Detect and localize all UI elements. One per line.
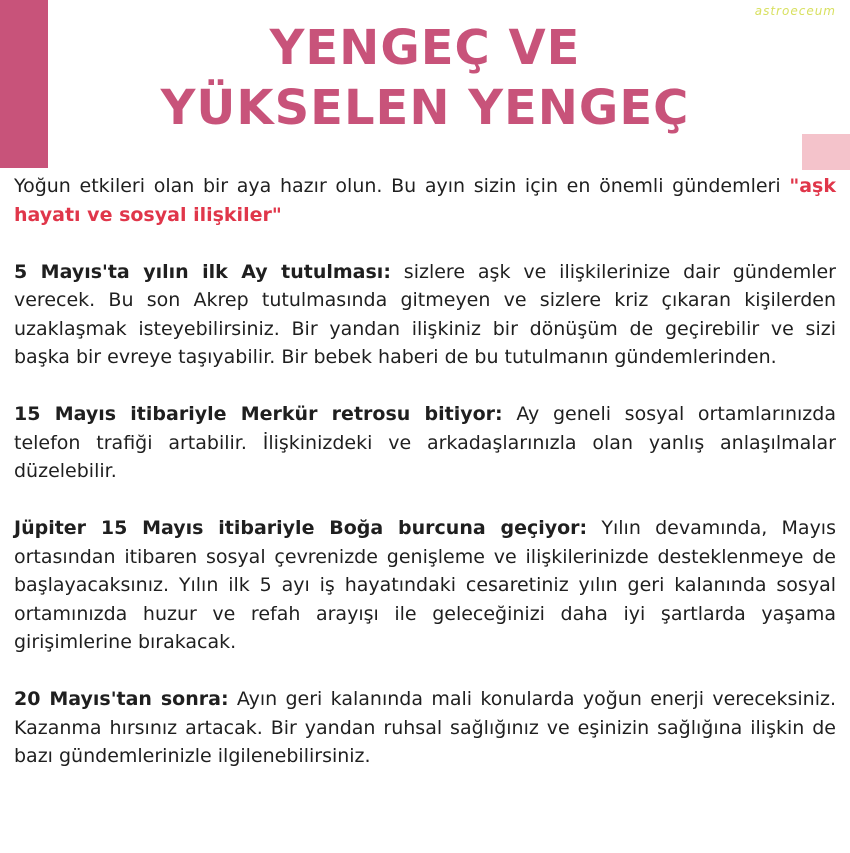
section-paragraph-mercury bbox=[14, 400, 836, 486]
section-paragraph-eclipse bbox=[14, 258, 836, 372]
intro-paragraph bbox=[14, 172, 836, 229]
section-body: Yılın devamında, Mayıs ortasından itibaren sosyal çevrenizde genişleme ve ilişkilerinizde desteklenmeye de başlayacaksınız. Yılın ilk 5 ayı iş hayatındaki cesaretiniz yılın geri kalanında sosyal ortamınızda huzur ve refah arayışı ile geleceğinizi daha iyi şartlarda yaşama girişimlerine bırakacak. bbox=[14, 517, 836, 653]
section-lead: Jüpiter 15 Mayıs itibariyle Boğa burcuna geçiyor: bbox=[14, 517, 588, 539]
section-lead: 15 Mayıs itibariyle Merkür retrosu bitiyor: bbox=[14, 403, 503, 425]
section-paragraph-jupiter bbox=[14, 514, 836, 657]
section-body: Ayın geri kalanında mali konularda yoğun enerji vereceksiniz. Kazanma hırsınız artacak. Bir yandan ruhsal sağlığınız ve eşinizin sağlığına ilişkin de bazı gündemlerinizle ilgilenebilirsiniz. bbox=[14, 688, 836, 767]
title-line-2: YÜKSELEN YENGEÇ bbox=[160, 80, 690, 136]
section-paragraph-may-20 bbox=[14, 685, 836, 771]
article-body bbox=[14, 172, 836, 799]
section-body: sizlere aşk ve ilişkilerinize dair gündemler verecek. Bu son Akrep tutulmasında gitmeyen ve sizlere kriz çıkaran kişilerden uzaklaşmak isteyebilirsiniz. Bir yandan ilişkiniz bir dönüşüm de geçirebilir ve sizi başka bir evreye taşıyabilir. Bir bebek haberi de bu tutulmanın gündemlerinden. bbox=[14, 260, 836, 368]
title-line-1: YENGEÇ VE bbox=[269, 20, 581, 76]
section-lead: 5 Mayıs'ta yılın ilk Ay tutulması: bbox=[14, 260, 391, 283]
right-accent-bar bbox=[802, 134, 850, 170]
intro-text: Yoğun etkileri olan bir aya hazır olun. Bu ayın sizin için en önemli gündemleri bbox=[14, 175, 790, 197]
intro-highlight: "aşk hayatı ve sosyal ilişkiler" bbox=[14, 175, 836, 226]
section-body: Ay geneli sosyal ortamlarınızda telefon trafiği artabilir. İlişkinizdeki ve arkadaşlarınızla olan yanlış anlaşılmalar düzelebilir. bbox=[14, 403, 836, 482]
section-lead: 20 Mayıs'tan sonra: bbox=[14, 688, 229, 710]
page-title bbox=[0, 18, 850, 138]
watermark: astroeceum bbox=[754, 4, 836, 18]
